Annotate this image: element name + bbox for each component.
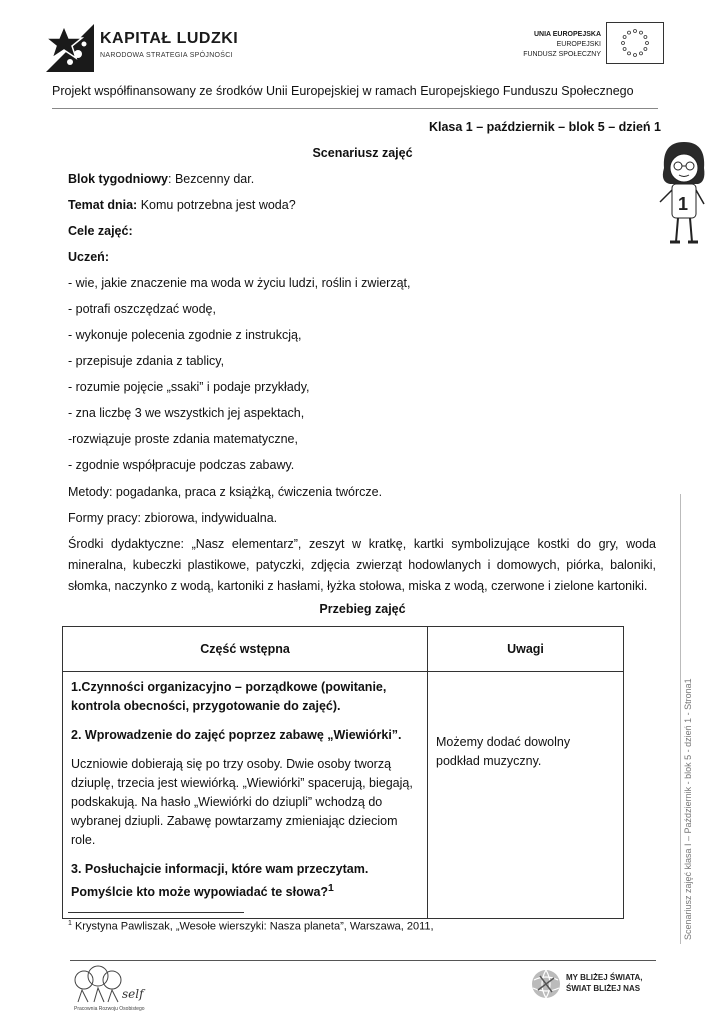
- globe-icon: [530, 966, 562, 1002]
- eu-line-1: UNIA EUROPEJSKA: [533, 31, 601, 38]
- student-heading-label: Uczeń:: [68, 250, 109, 264]
- step-3: [71, 860, 419, 902]
- goal-item: - przepisuje zdania z tablicy,: [68, 354, 225, 368]
- eu-label: [523, 30, 601, 60]
- self-figures-icon: [72, 964, 154, 1006]
- student-heading: [68, 250, 109, 264]
- day-topic-value: Komu potrzebna jest woda?: [137, 198, 296, 212]
- svg-text:1: 1: [678, 194, 689, 214]
- table-row: [63, 672, 624, 919]
- day-topic: [68, 198, 296, 212]
- lesson-plan-table: [62, 626, 624, 919]
- goal-item: - wykonuje polecenia zgodnie z instrukcją,: [68, 328, 302, 342]
- footnote-mark: 1: [68, 920, 72, 927]
- kapital-ludzki-emblem-icon: [44, 18, 98, 74]
- step-1: 1.Czynności organizacyjno – porządkowe (powitanie, kontrola obecności, przygotowanie do zajęć).: [71, 680, 387, 713]
- work-forms: Formy pracy: zbiorowa, indywidualna.: [68, 511, 278, 525]
- header-divider: [52, 108, 658, 109]
- weekly-block: [68, 172, 254, 186]
- step-3-text: 3. Posłuchajcie informacji, które wam przeczytam. Pomyślcie kto może wypowiadać te słowa?: [71, 862, 369, 900]
- intro-cell: [63, 672, 428, 919]
- self-logo: [72, 964, 154, 1016]
- goal-item: - zgodnie współpracuje podczas zabawy.: [68, 458, 295, 472]
- goal-item: -rozwiązuje proste zdania matematyczne,: [68, 432, 298, 446]
- project-funding-line: Projekt współfinansowany ze środków Unii Europejskiej w ramach Europejskiego Funduszu Społecznego: [52, 84, 634, 98]
- teaching-aids: Środki dydaktyczne: „Nasz elementarz”, zeszyt w kratkę, kartki symbolizujące kostki do gry, woda mineralna, kubeczki plastikowe, patyczki, zdjęcia zwierząt hodowlanych i domowych, piórka, baloniki, słomka, naczynko z wodą, kartoniki z hasłami, łyżka stołowa, miska z wodą, czerwone i zielone kartoniki.: [68, 537, 656, 593]
- svg-text:self: self: [122, 987, 144, 1001]
- footnote-ref: 1: [328, 883, 334, 894]
- class-header: Klasa 1 – październik – blok 5 – dzień 1: [428, 120, 661, 134]
- methods: Metody: pogadanka, praca z książką, ćwiczenia twórcze.: [68, 485, 383, 499]
- table-header-row: [63, 627, 624, 672]
- step-2: 2. Wprowadzenie do zajęć poprzez zabawę „Wiewiórki”.: [71, 728, 402, 742]
- kapital-ludzki-title: KAPITAŁ LUDZKI: [100, 30, 239, 47]
- mbs-slogan: [566, 972, 642, 994]
- page-title: Scenariusz zajęć: [312, 146, 413, 160]
- footnote-text: Krystyna Pawliszak, „Wesołe wierszyki: Nasza planeta”, Warszawa, 2011,: [71, 920, 434, 933]
- kapital-ludzki-logo: [44, 18, 254, 74]
- side-page-label: Scenariusz zajęć klasa I – Październik - blok 5 - dzień 1 - Strona1: [683, 678, 693, 940]
- kapital-ludzki-subtitle: NARODOWA STRATEGIA SPÓJNOŚCI: [100, 52, 233, 59]
- goals-heading-label: Cele zajęć:: [68, 224, 133, 238]
- goal-item: - rozumie pojęcie „ssaki” i podaje przykłady,: [68, 380, 310, 394]
- day-topic-label: Temat dnia:: [68, 198, 138, 212]
- goal-item: - zna liczbę 3 we wszystkich jej aspektach,: [68, 406, 305, 420]
- mbs-line-2: ŚWIAT BLIŻEJ NAS: [566, 984, 641, 993]
- self-caption: Pracownia Rozwoju Osobistego: [74, 1006, 145, 1012]
- intro-column-header: Część wstępna: [63, 627, 428, 672]
- mbs-line-1: MY BLIŻEJ ŚWIATA,: [566, 973, 643, 982]
- goal-item: - wie, jakie znaczenie ma woda w życiu ludzi, roślin i zwierząt,: [68, 276, 411, 290]
- footer-divider: [70, 960, 656, 961]
- notes-text: Możemy dodać dowolny podkład muzyczny.: [436, 735, 571, 768]
- eu-line-2: EUROPEJSKI: [556, 41, 601, 48]
- footnote: [68, 920, 434, 933]
- side-divider: [680, 494, 681, 944]
- footnote-divider: [68, 912, 244, 913]
- goals-heading: [68, 224, 133, 238]
- notes-column-header: Uwagi: [428, 627, 624, 672]
- lesson-course-heading: Przebieg zajęć: [319, 602, 406, 616]
- goal-item: - potrafi oszczędzać wodę,: [68, 302, 216, 316]
- eu-line-3: FUNDUSZ SPOŁECZNY: [523, 51, 601, 58]
- step-2-description: Uczniowie dobierają się po trzy osoby. Dwie osoby tworzą dziuplę, trzecia jest wiewiórką. „Wiewiórki” spacerują, biegają, podskakują. Na hasło „Wiewiórki do dziupli” wchodzą do wybranej dziupli. Zabawę powtarzamy zmieniając dzieciom role.: [71, 757, 413, 847]
- eu-flag-icon: [606, 22, 664, 64]
- notes-cell: [428, 672, 624, 919]
- weekly-block-label: Blok tygodniowy: [68, 172, 168, 186]
- weekly-block-value: : Bezcenny dar.: [168, 172, 255, 186]
